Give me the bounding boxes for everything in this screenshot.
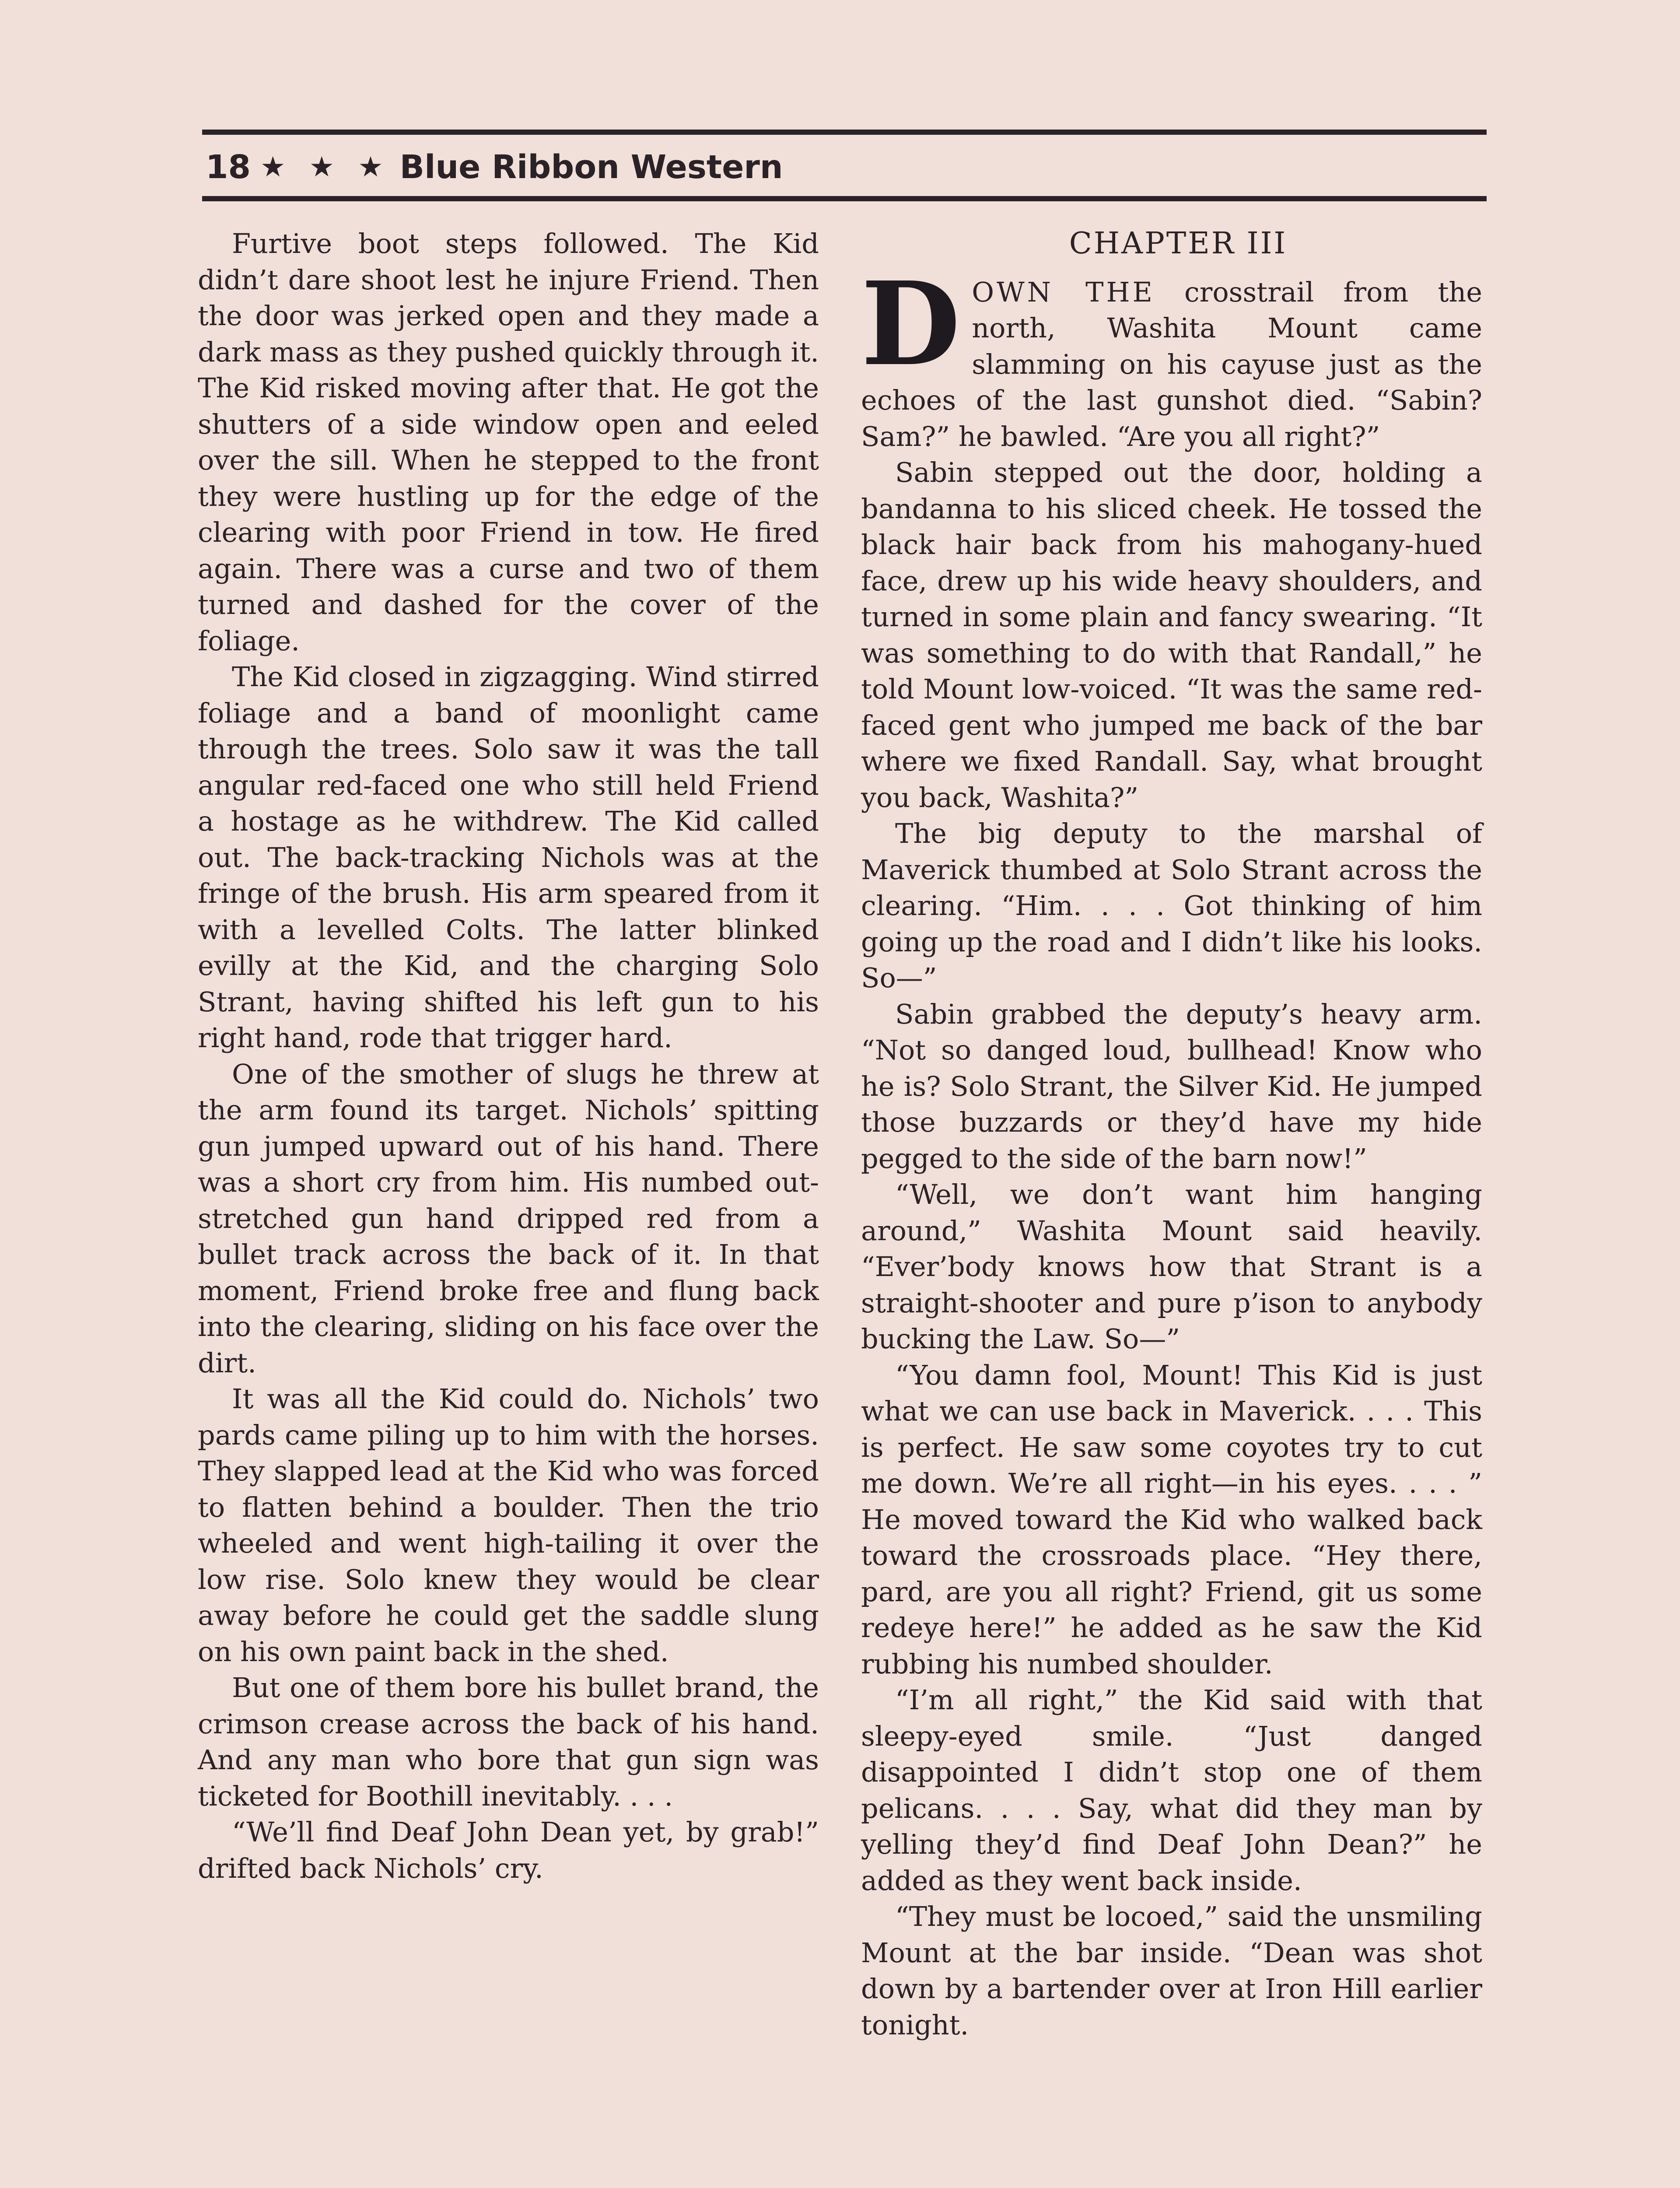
paragraph: Sabin grabbed the deputy’s heavy arm. “Not so danged loud, bullhead! Know who he is? Solo Strant, the Silver Kid. He jumped those buzzards or they’d have my hide pegged to the side of the barn now!” bbox=[861, 998, 1482, 1175]
star-ornament: ★ ★ ★ bbox=[260, 151, 390, 183]
chapter-opening-paragraph bbox=[861, 256, 1482, 455]
header-rule-bottom bbox=[202, 196, 1487, 201]
magazine-title: Blue Ribbon Western bbox=[399, 148, 783, 186]
paragraph: It was all the Kid could do. Nichols’ two pards came piling up to him with the horses. They slapped lead at the Kid who was forced to flatten behind a boulder. Then the trio wheeled and went high-tailing it over the low rise. Solo knew they would be clear away before he could get the saddle slung on his own paint back in the shed. bbox=[198, 1383, 819, 1668]
paragraph: “They must be locoed,” said the unsmiling Mount at the bar inside. “Dean was shot down by a bartender over at Iron Hill earlier tonight. bbox=[861, 1900, 1482, 2041]
drop-cap: D bbox=[861, 256, 961, 391]
header-rule-top bbox=[202, 130, 1487, 135]
paragraph: The big deputy to the marshal of Maverick thumbed at Solo Strant across the clearing. “Him. . . . Got thinking of him going up the road and I didn’t like his looks. So—” bbox=[861, 817, 1482, 994]
left-column bbox=[198, 226, 819, 1886]
lead-words: OWN THE bbox=[972, 276, 1155, 308]
paragraph: The Kid closed in zigzagging. Wind stirred foliage and a band of moonlight came through the trees. Solo saw it was the tall angular red-faced one who still held Friend a hostage as he withdrew. The Kid called out. The back-tracking Nichols was at the fringe of the brush. His arm speared from it with a levelled Colts. The latter blinked evilly at the Kid, and the charging Solo Strant, having shifted his left gun to his right hand, rode that trigger hard. bbox=[198, 661, 819, 1054]
opening-text: crosstrail from the north, Washita Mount came slamming on his cayuse just as the echoes of the last gunshot died. “Sabin? Sam?” he bawled. “Are you all right?” bbox=[861, 276, 1482, 452]
page-number: 18 bbox=[206, 148, 251, 186]
paragraph: One of the smother of slugs he threw at the arm found its target. Nichols’ spitting gun jumped upward out of his hand. There was a short cry from him. His numbed out-stretched gun hand dripped red from a bullet track across the back of it. In that moment, Friend broke free and flung back into the clearing, sliding on his face over the dirt. bbox=[198, 1058, 819, 1379]
paragraph: Sabin stepped out the door, holding a bandanna to his sliced cheek. He tossed the black hair back from his mahogany-hued face, drew up his wide heavy shoulders, and turned in some plain and fancy swearing. “It was something to do with that Randall,” he told Mount low-voiced. “It was the same red-faced gent who jumped me back of the bar where we fixed Randall. Say, what brought you back, Washita?” bbox=[861, 456, 1482, 813]
chapter-title: CHAPTER III bbox=[1069, 226, 1288, 261]
paragraph: But one of them bore his bullet brand, the crimson crease across the back of his hand. And any man who bore that gun sign was ticketed for Boothill inevitably. . . . bbox=[198, 1672, 819, 1812]
paragraph: “Well, we don’t want him hanging around,” Washita Mount said heavily. “Ever’body knows how that Strant is a straight-shooter and pure p’ison to anybody bucking the Law. So—” bbox=[861, 1178, 1482, 1355]
running-head bbox=[206, 141, 783, 193]
right-column bbox=[861, 226, 1482, 2043]
paragraph: Furtive boot steps followed. The Kid didn’t dare shoot lest he injure Friend. Then the door was jerked open and they made a dark mass as they pushed quickly through it. The Kid risked moving after that. He got the shutters of a side window open and eeled over the sill. When he stepped to the front they were hustling up for the edge of the clearing with poor Friend in tow. He fired again. There was a curse and two of them turned and dashed for the cover of the foliage. bbox=[198, 228, 819, 657]
paragraph: “I’m all right,” the Kid said with that sleepy-eyed smile. “Just danged disappointed I didn’t stop one of them pelicans. . . . Say, what did they man by yelling they’d find Deaf John Dean?” he added as they went back inside. bbox=[861, 1684, 1482, 1897]
paragraph: “We’ll find Deaf John Dean yet, by grab!” drifted back Nichols’ cry. bbox=[198, 1816, 819, 1884]
paragraph: “You damn fool, Mount! This Kid is just what we can use back in Maverick. . . . This is perfect. He saw some coyotes try to cut me down. We’re all right—in his eyes. . . . ” He moved toward the Kid who walked back toward the crossroads place. “Hey there, pard, are you all right? Friend, git us some redeye here!” he added as he saw the Kid rubbing his numbed shoulder. bbox=[861, 1359, 1482, 1680]
